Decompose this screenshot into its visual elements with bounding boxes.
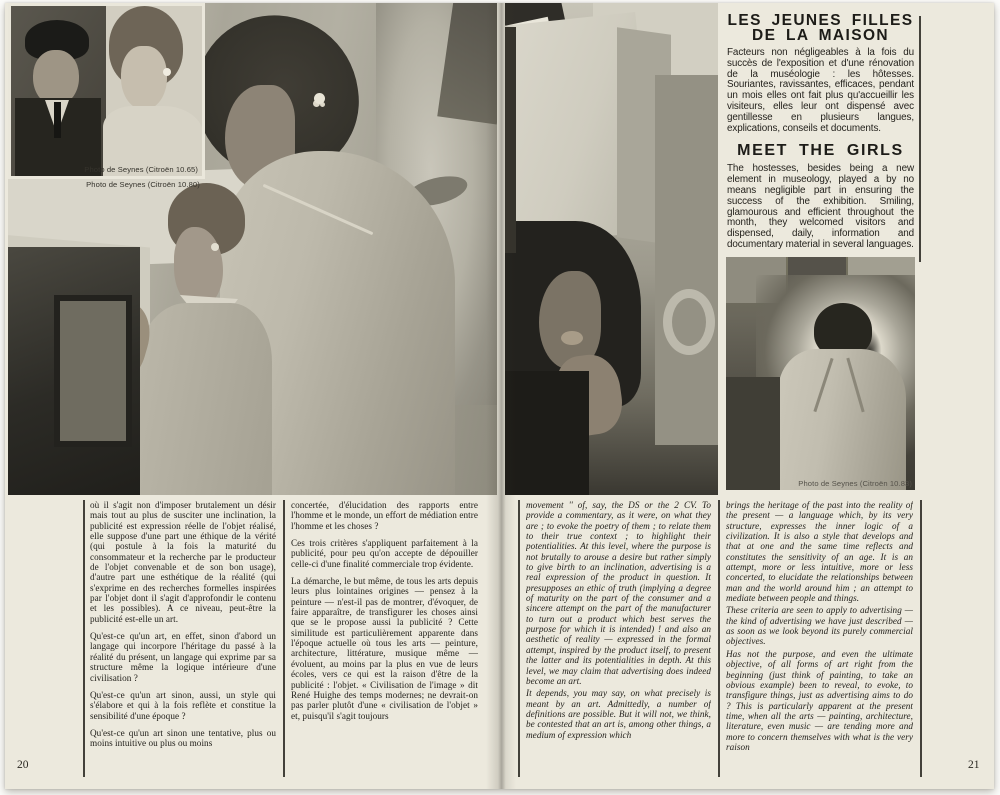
photo-credit-below-inset: Photo de Seynes (Citroën 10.80) [86,180,200,189]
article-paragraph: It depends, you may say, on what precisely is meant by an art. Admittedly, a number of definitions are possible. But it will not, we think, be contested that an art is, among other things, a medium of expression which [526,688,711,740]
column2-left-rule [283,500,285,777]
column4-right-rule [920,500,922,777]
article-paragraph: Qu'est-ce qu'un art, en effet, sinon d'abord un langage qui incorpore l'héritage du passé à la réalité du présent, un langage qui exprime par sa structure même la logique intérieure d'une civilisation ? [90,631,276,683]
article-paragraph: These criteria are seen to apply to advertising — the kind of advertising we have just described — as soon as we look beyond its purely commercial objectives. [726,605,913,647]
sidebar-title-french [727,13,914,43]
young-woman-face [121,46,167,110]
column4-left-rule [718,500,720,777]
photo-boy-at-exhibit [726,257,915,490]
article-paragraph: où il s'agit non d'imposer brutalement un désir mais tout au plus de susciter une inclination, la publicité est expression réelle de l'objet réalisé, elle suppose d'une part une éthique de la vérité (qui postule à la fois la maturité du consommateur et la recherche par le producteur de l'objet convenable et de son bon usage), d'autre part une esthétique de la réalité (qui s'exprime en des recherches formelles inspirées par l'objet dont il s'agit d'approfondir le contenu et les possibles). A ce niveau, peut-être la publicité est-elle un art. [90,500,276,624]
page-number-right: 21 [968,759,980,771]
sidebar-body-french: Facteurs non négligeables à la fois du succès de l'exposition et d'une rénovation de la muséologie : les hôtesses. Souriantes, ravissantes, efficaces, pendant un mois elles ont fait plus qu'accueillir les visiteurs, elles leur ont dispensé avec gentillesse en plusieurs langues, explications, conseils et documents. [727,47,914,134]
sidebar-body-english: The hostesses, besides being a new element in museology, played a by no means negligible part in ensuring the success of the exhibition. Smiling, glamourous and efficient throughout the month, they welcomed visitors and dispensed, daily, information and documentary material in several languages. [727,163,914,250]
sidebar-right-rule [919,16,921,262]
article-column-4 [726,500,913,778]
article-column-2 [291,500,478,778]
sidebar-hostesses [727,13,914,251]
photo-inset-guard-and-hostess [8,3,205,179]
right-grey-panel [655,75,718,445]
young-woman-earring [163,68,171,76]
article-paragraph: movement '' of, say, the DS or the 2 CV. To provide a commentary, as it were, on what they are ; to evoke the poetry of them ; to relate them to their true context ; to highlight their potentialities. At this level, where the purpose is not brutally to arouse a desire but rather simply to give birth to an inclination, advertising is a real expression of the product in question. It presupposes an ethic of truth (implying a degree of maturity on the part of the consumer and a sincere attempt on the part of the manufacturer to turn out a product which best serves the purpose for which it is intended) ! and also an aesthetic of reality — expressed in the formal attempt, inspired by the product itself, to present the latter and its potentialities in depth. At this level, we may claim that advertising does indeed become an art. [526,500,711,686]
photo-poster-montage [505,3,718,495]
lips-highlight [561,331,583,345]
article-column-1 [90,500,276,778]
article-paragraph: brings the heritage of the past into the reality of the present — a language which, by its very structure, expresses the inner logic of a civilization. It is also a style that develops and that at one and the same time reflects and constitutes the sensitivity of an age. It is an attempt, more or less intuitive, more or less concerted, to elucidate the relationships between man and the world around him ; an attempt to mediate between people and things. [726,500,913,604]
framed-reflection [54,295,132,447]
pearl-earring [314,93,325,104]
article-paragraph: Qu'est-ce qu'un art sinon, aussi, un style qui s'élabore et qui à la fois reflète et constitue la sensibilité d'une époque ? [90,689,276,721]
article-column-3 [526,500,711,778]
article-paragraph: Ces trois critères s'appliquent parfaitement à la publicité, pour peu qu'on accepte de dépouiller celle-ci d'une finalité commerciale trop évidente. [291,538,478,569]
second-hostess-earring [211,243,219,251]
page-number-left: 20 [17,759,29,771]
sidebar-title-french-line2: DE LA MAISON [751,27,890,44]
guard-tie [54,102,61,138]
sidebar-title-english: MEET THE GIRLS [737,142,904,160]
ring-glyph [663,289,715,355]
column1-left-rule [83,500,85,777]
boy-photo-dark-panel [726,377,780,490]
article-paragraph: Has not the purpose, and even the ultimate objective, of all forms of art right from the beginning (just think of painting, to take an obvious example) been to reveal, to evoke, to transfigure things, just as advertising aims to do ? This is particularly apparent at the present time, when all the arts — painting, architecture, literature, even music — are tending more and more to concern themselves with what is the very raison [726,648,913,752]
gutter-dark-sliver [505,27,516,253]
column3-left-rule [518,500,520,777]
article-paragraph: concertée, d'élucidation des rapports entre l'homme et le monde, un effort de médiation entre l'homme et les choses ? [291,500,478,531]
second-hostess-coat [134,303,272,495]
article-paragraph: La démarche, le but même, de tous les arts depuis leurs plus lointaines origines — pensez à la peinture — n'est-il pas de montrer, d'évoquer, de faire apparaître, de transfigurer les choses ainsi que se le propose aussi la publicité ? Cette similitude est particulièrement apparente dans l'époque actuelle où tous les arts — peinture, architecture, littérature, musique même — évoluent, au moins par la plus en vue de leurs écoles, vers ce qui est la raison d'être de la publicité : l'objet. « Civilisation de l'image » dit René Huighe des temps modernes; ne devrait-on pas parler plutôt d'une « civilisation de l'objet » et, puisqu'il s'agit toujours [291,576,478,721]
photo-credit-boy: Photo de Seynes (Citroën 10.83) [798,479,912,488]
montage-bottom-dark [505,371,589,495]
photo-credit-inset: Photo de Seynes (Citroën 10.65) [84,165,198,174]
article-paragraph: Qu'est-ce qu'un art sinon une tentative, plus ou moins intuitive ou plus ou moins [90,727,276,749]
sidebar-title-french-line1: LES JEUNES FILLES [727,12,914,29]
boy-coat [778,349,906,490]
